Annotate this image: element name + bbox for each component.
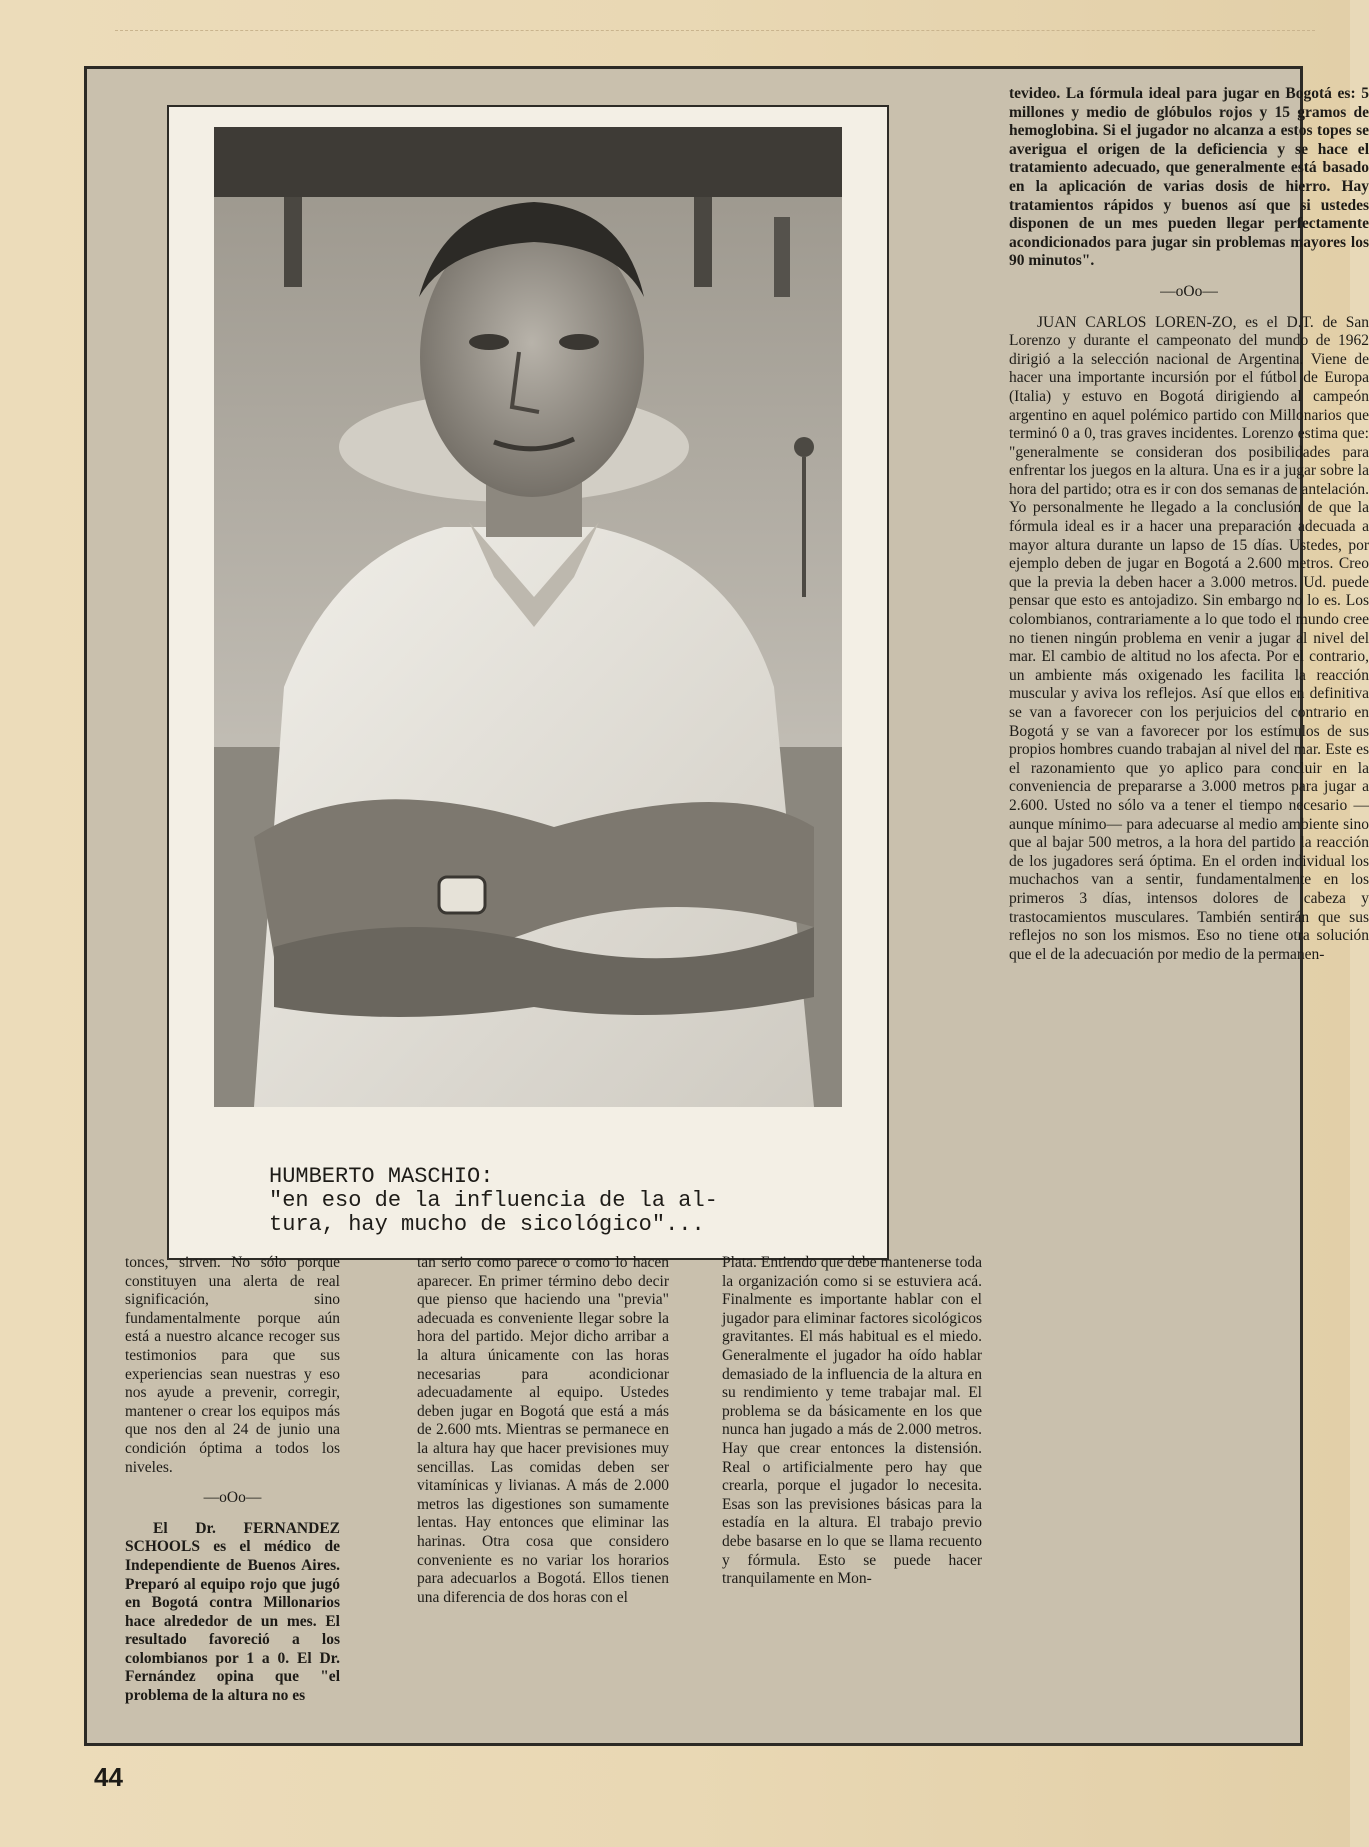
article-frame (84, 66, 1369, 1746)
column-2-text: tan serio como parece o como lo hacen aparecer. En primer término debo decir que pienso que haciendo una "previa" adecuada es conveniente llegar sobre la hora del partido. Mejor dicho arribar a la altura únicamente con las horas necesarias para acondicionar adecuadamente al equipo. Ustedes deben jugar en Bogotá que está a más de 2.600 mts. Mientras se permanece en la altura hay que hacer previsiones muy sencillas. Las comidas deben ser vitamínicas y livianas. A más de 2.000 metros las digestiones son sumamente lentas. Hay entonces que eliminar las harinas. Otra cosa que considero conveniente es no variar los horarios para adecuarlos a Bogotá. Ellos tienen una diferencia de dos horas con el (417, 1254, 669, 1606)
article-column-1 (125, 1254, 340, 1706)
lorenzo-name: JUAN CARLOS LOREN-ZO, (1037, 313, 1237, 331)
right-column-continuation: tevideo. La fórmula ideal para jugar en Bogotá es: 5 millones y medio de glóbulos rojos y 15 gramos de hemoglobina. Si el jugador no alcanza a estos topes se averigua el origen de la deficiencia y se hace el tratamiento adecuado, que generalmente está basado en la aplicación de varias dosis de hierro. Hay tratamientos rápidos y buenos así que si ustedes disponen de un mes pueden llegar perfectamente acondicionados para jugar sin problemas mayores los 90 minutos". (1009, 85, 1369, 270)
fernandez-name: El Dr. FERNANDEZ SCHOOLS (125, 1519, 340, 1556)
photo-caption (269, 1165, 829, 1237)
fernandez-paragraph (125, 1520, 340, 1706)
section-separator: —oOo— (1160, 282, 1218, 300)
lorenzo-text: es el D.T. de San Lorenzo y durante el campeonato del mundo de 1962 dirigió a la selección nacional de Argentina. Viene de hacer una importante incursión por el fútbol de Europa (Italia) y estuvo en Bogotá dirigiendo al campeón argentino en aquel polémico partido con Millonarios que terminó 0 a 0, tras graves incidentes. Lorenzo estima que: "generalmente se consideran dos posibilidades para enfrentar los juegos en la altura. Una es ir a jugar sobre la hora del partido; otra es ir con dos semanas de antelación. Yo personalmente he llegado a la conclusión de que la fórmula ideal es ir a hacer una preparación adecuada a mayor altura durante un lapso de 15 días. Ustedes, por ejemplo deben de jugar en Bogotá a 2.600 metros. Creo que la previa la deben hacer a 3.000 metros. Ud. puede pensar que esto es antojadizo. Sin embargo no lo es. Los colombianos, contrariamente a lo que todo el mundo cree no tienen ningún problema en venir a jugar al nivel del mar. El cambio de altitud no los afecta. Por el contrario, un ambiente más oxigenado les facilita la reacción muscular y aviva los reflejos. Así que ellos en definitiva se van a favorecer con los perjuicios del contrario en Bogotá y se van a favorecer por los estímulos de sus propios hombres cuando trabajan al nivel del mar. Este es el razonamiento que yo aplico para concluir en la conveniencia de prepararse a 3.000 metros para jugar a 2.600. Usted no sólo va a tener el tiempo necesario —aunque mínimo— para adecuarse al medio ambiente sino que al bajar 500 metros, a la hora del partido la reacción de los jugadores será óptima. En el orden individual los muchachos van a sentir, fundamentalmente en los primeros 3 días, intensos dolores de cabeza y trastocamientos musculares. También sentirán que sus reflejos no son los mismos. Eso no tiene otra solución que el de la adecuación por medio de la permanen- (1009, 313, 1369, 963)
fernandez-text: es el médico de Independiente de Buenos Aires. Preparó al equipo rojo que jugó en Bogotá contra Millonarios hace alrededor de un mes. El resultado favoreció a los colombianos por 1 a 0. El Dr. Fernández opina que "el problema de la altura no es (125, 1538, 340, 1705)
article-column-2 (417, 1254, 669, 1607)
caption-name: HUMBERTO MASCHIO: (269, 1164, 494, 1189)
section-separator: —oOo— (203, 1489, 262, 1507)
portrait-illustration (214, 127, 842, 1107)
portrait-photo (214, 127, 842, 1107)
lorenzo-paragraph (1009, 314, 1369, 965)
page-number: 44 (94, 1762, 123, 1792)
article-column-3 (722, 1254, 982, 1589)
photo-frame (167, 105, 889, 1260)
article-column-right (1009, 85, 1369, 964)
column-1-intro: tonces, sirven. No sólo porque constituyen una alerta de real significación, sino fundamentalmente porque aún está a nuestro alcance recoger sus testimonios para que sus experiencias sean nuestras y eso nos ayude a prevenir, corregir, mantener o crear los equipos más que nos den al 24 de junio una condición óptima a todos los niveles. (125, 1254, 340, 1476)
caption-quote-line-1: "en eso de la influencia de la al- (269, 1188, 718, 1213)
column-3-text: Plata. Entiendo que debe mantenerse toda la organización como si se estuviera acá. Finalmente es importante hablar con el jugador para eliminar factores sicológicos gravitantes. El más habitual es el miedo. Generalmente el jugador ha oído hablar demasiado de la influencia de la altura en su rendimiento y teme trabajar mal. El problema se da básicamente en los que nunca han jugado a más de 2.000 metros. Hay que crear entonces la distensión. Real o artificialmente pero hay que crearla, porque el jugador lo necesita. Esas son las previsiones básicas para la estadía en la altura. El trabajo previo debe basarse en lo que se llama recuento y fórmula. Esto se puede hacer tranquilamente en Mon- (722, 1254, 982, 1588)
top-border-strip (115, 0, 1315, 31)
caption-quote-line-2: tura, hay mucho de sicológico"... (269, 1212, 705, 1237)
